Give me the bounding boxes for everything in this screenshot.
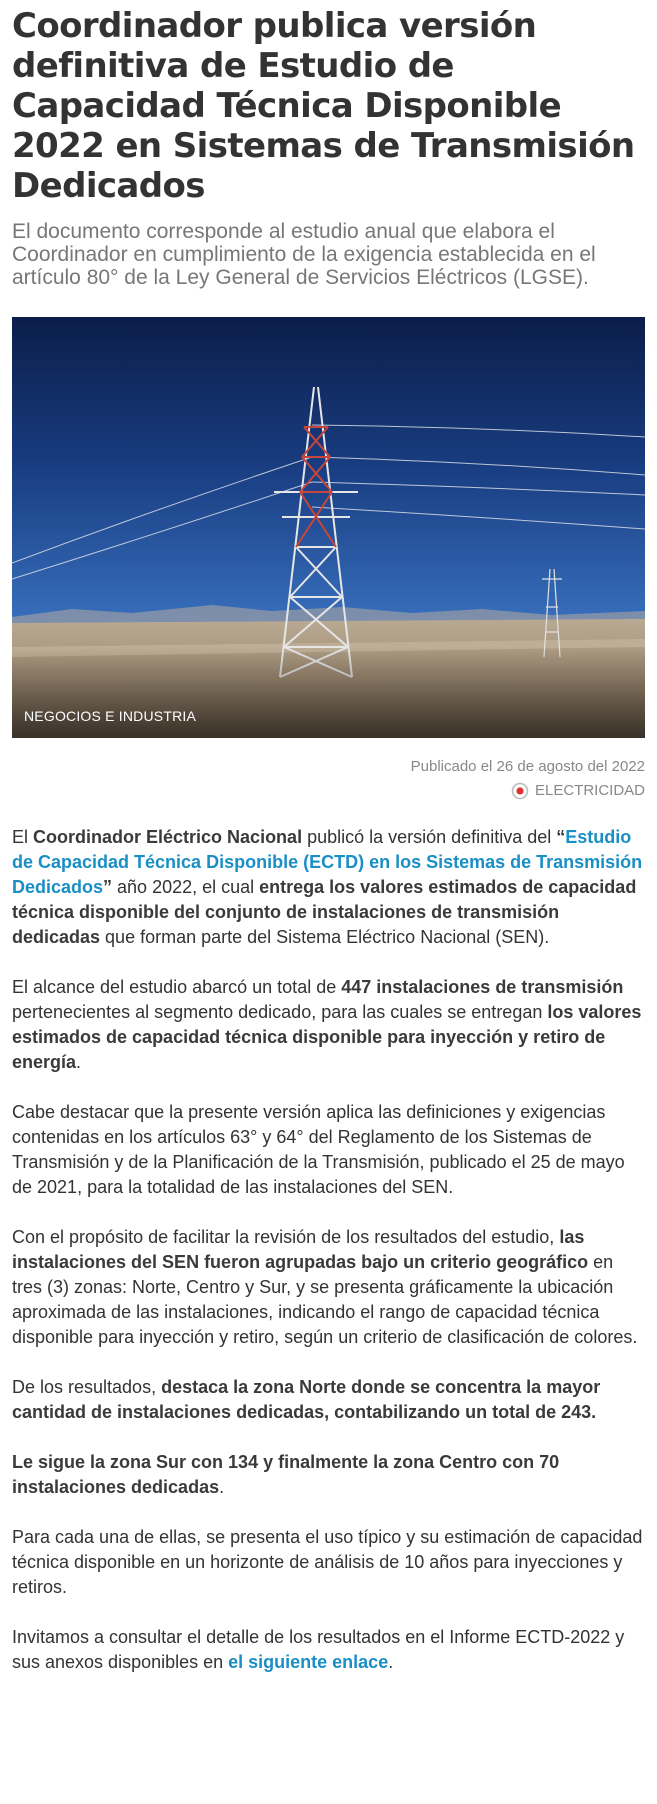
bold-text: Le sigue la zona Sur con 134 y finalmente la zona Centro con 70 instalaciones dedicadas (12, 1451, 560, 1497)
hero-image (12, 317, 645, 738)
bold-text: 447 instalaciones de transmisión (341, 976, 624, 997)
paragraph-zones: Con el propósito de facilitar la revisión de los resultados del estudio, las instalaciones del SEN fueron agrupadas bajo un criterio geográfico en tres (3) zonas: Norte, Centro y Sur, y se presenta gráficamente la ubicación aproximada de las instalaciones, indicando el rango de capacidad técnica disponible para inyección y retiro, según un criterio de clasificación de colores. (12, 1226, 638, 1347)
article-meta (12, 756, 645, 806)
article-title: Coordinador publica versión definitiva de Estudio de Capacidad Técnica Disponible 2022 en Sistemas de Transmisión Dedicados (12, 6, 635, 206)
target-icon (511, 782, 529, 800)
report-link[interactable]: el siguiente enlace (228, 1651, 389, 1672)
paragraph-analysis-horizon: Para cada una de ellas, se presenta el uso típico y su estimación de capacidad técnica disponible en un horizonte de análisis de 10 años para inyecciones y retiros. (12, 1526, 643, 1597)
paragraph-south-center-zone: Le sigue la zona Sur con 134 y finalmente la zona Centro con 70 instalaciones dedicadas. (12, 1451, 560, 1497)
paragraph-regulation: Cabe destacar que la presente versión aplica las definiciones y exigencias contenidas en los artículos 63° y 64° del Reglamento de los Sistemas de Transmisión y de la Planificación de la Transmisión, publicado el 25 de mayo de 2021, para la totalidad de las instalaciones del SEN. (12, 1101, 625, 1197)
bold-text: entrega los valores estimados de capacidad técnica disponible del conjunto de instalaciones de transmisión dedicadas (12, 876, 637, 947)
article-body (12, 825, 645, 1675)
bold-text: destaca la zona Norte donde se concentra la mayor cantidad de instalaciones dedicadas, contabilizando un total de 243. (12, 1376, 601, 1422)
category-tag-label: ELECTRICIDAD (534, 782, 645, 799)
paragraph-scope: El alcance del estudio abarcó un total de 447 instalaciones de transmisión pertenecientes al segmento dedicado, para las cuales se entregan los valores estimados de capacidad técnica disponible para inyección y retiro de energía. (12, 976, 642, 1072)
bold-text: las instalaciones del SEN fueron agrupadas bajo un criterio geográfico (12, 1226, 589, 1272)
paragraph-intro: El Coordinador Eléctrico Nacional publicó la versión definitiva del “Estudio de Capacidad Técnica Disponible (ECTD) en los Sistemas de Transmisión Dedicados” año 2022, el cual entrega los valores estimados de capacidad técnica disponible del conjunto de instalaciones de transmisión dedicadas que forman parte del Sistema Eléctrico Nacional (SEN). (12, 826, 643, 947)
power-tower-photo (12, 317, 645, 738)
hero-category-label[interactable]: NEGOCIOS E INDUSTRIA (24, 708, 197, 724)
paragraph-invitation: Invitamos a consultar el detalle de los resultados en el Informe ECTD-2022 y sus anexos disponibles en el siguiente enlace. (12, 1626, 625, 1672)
published-date: Publicado el 26 de agosto del 2022 (410, 758, 645, 775)
ectd-study-link[interactable]: Estudio de Capacidad Técnica Disponible (ECTD) en los Sistemas de Transmisión Dedicados (12, 826, 643, 897)
bold-text: los valores estimados de capacidad técnica disponible para inyección y retiro de energía (12, 1001, 642, 1072)
category-tag[interactable] (511, 780, 645, 801)
article-subtitle: El documento corresponde al estudio anual que elabora el Coordinador en cumplimiento de la exigencia establecida en el artículo 80° de la Ley General de Servicios Eléctricos (LGSE). (12, 220, 596, 289)
paragraph-north-zone: De los resultados, destaca la zona Norte donde se concentra la mayor cantidad de instalaciones dedicadas, contabilizando un total de 243. (12, 1376, 601, 1422)
bold-text: Coordinador Eléctrico Nacional (33, 826, 303, 847)
